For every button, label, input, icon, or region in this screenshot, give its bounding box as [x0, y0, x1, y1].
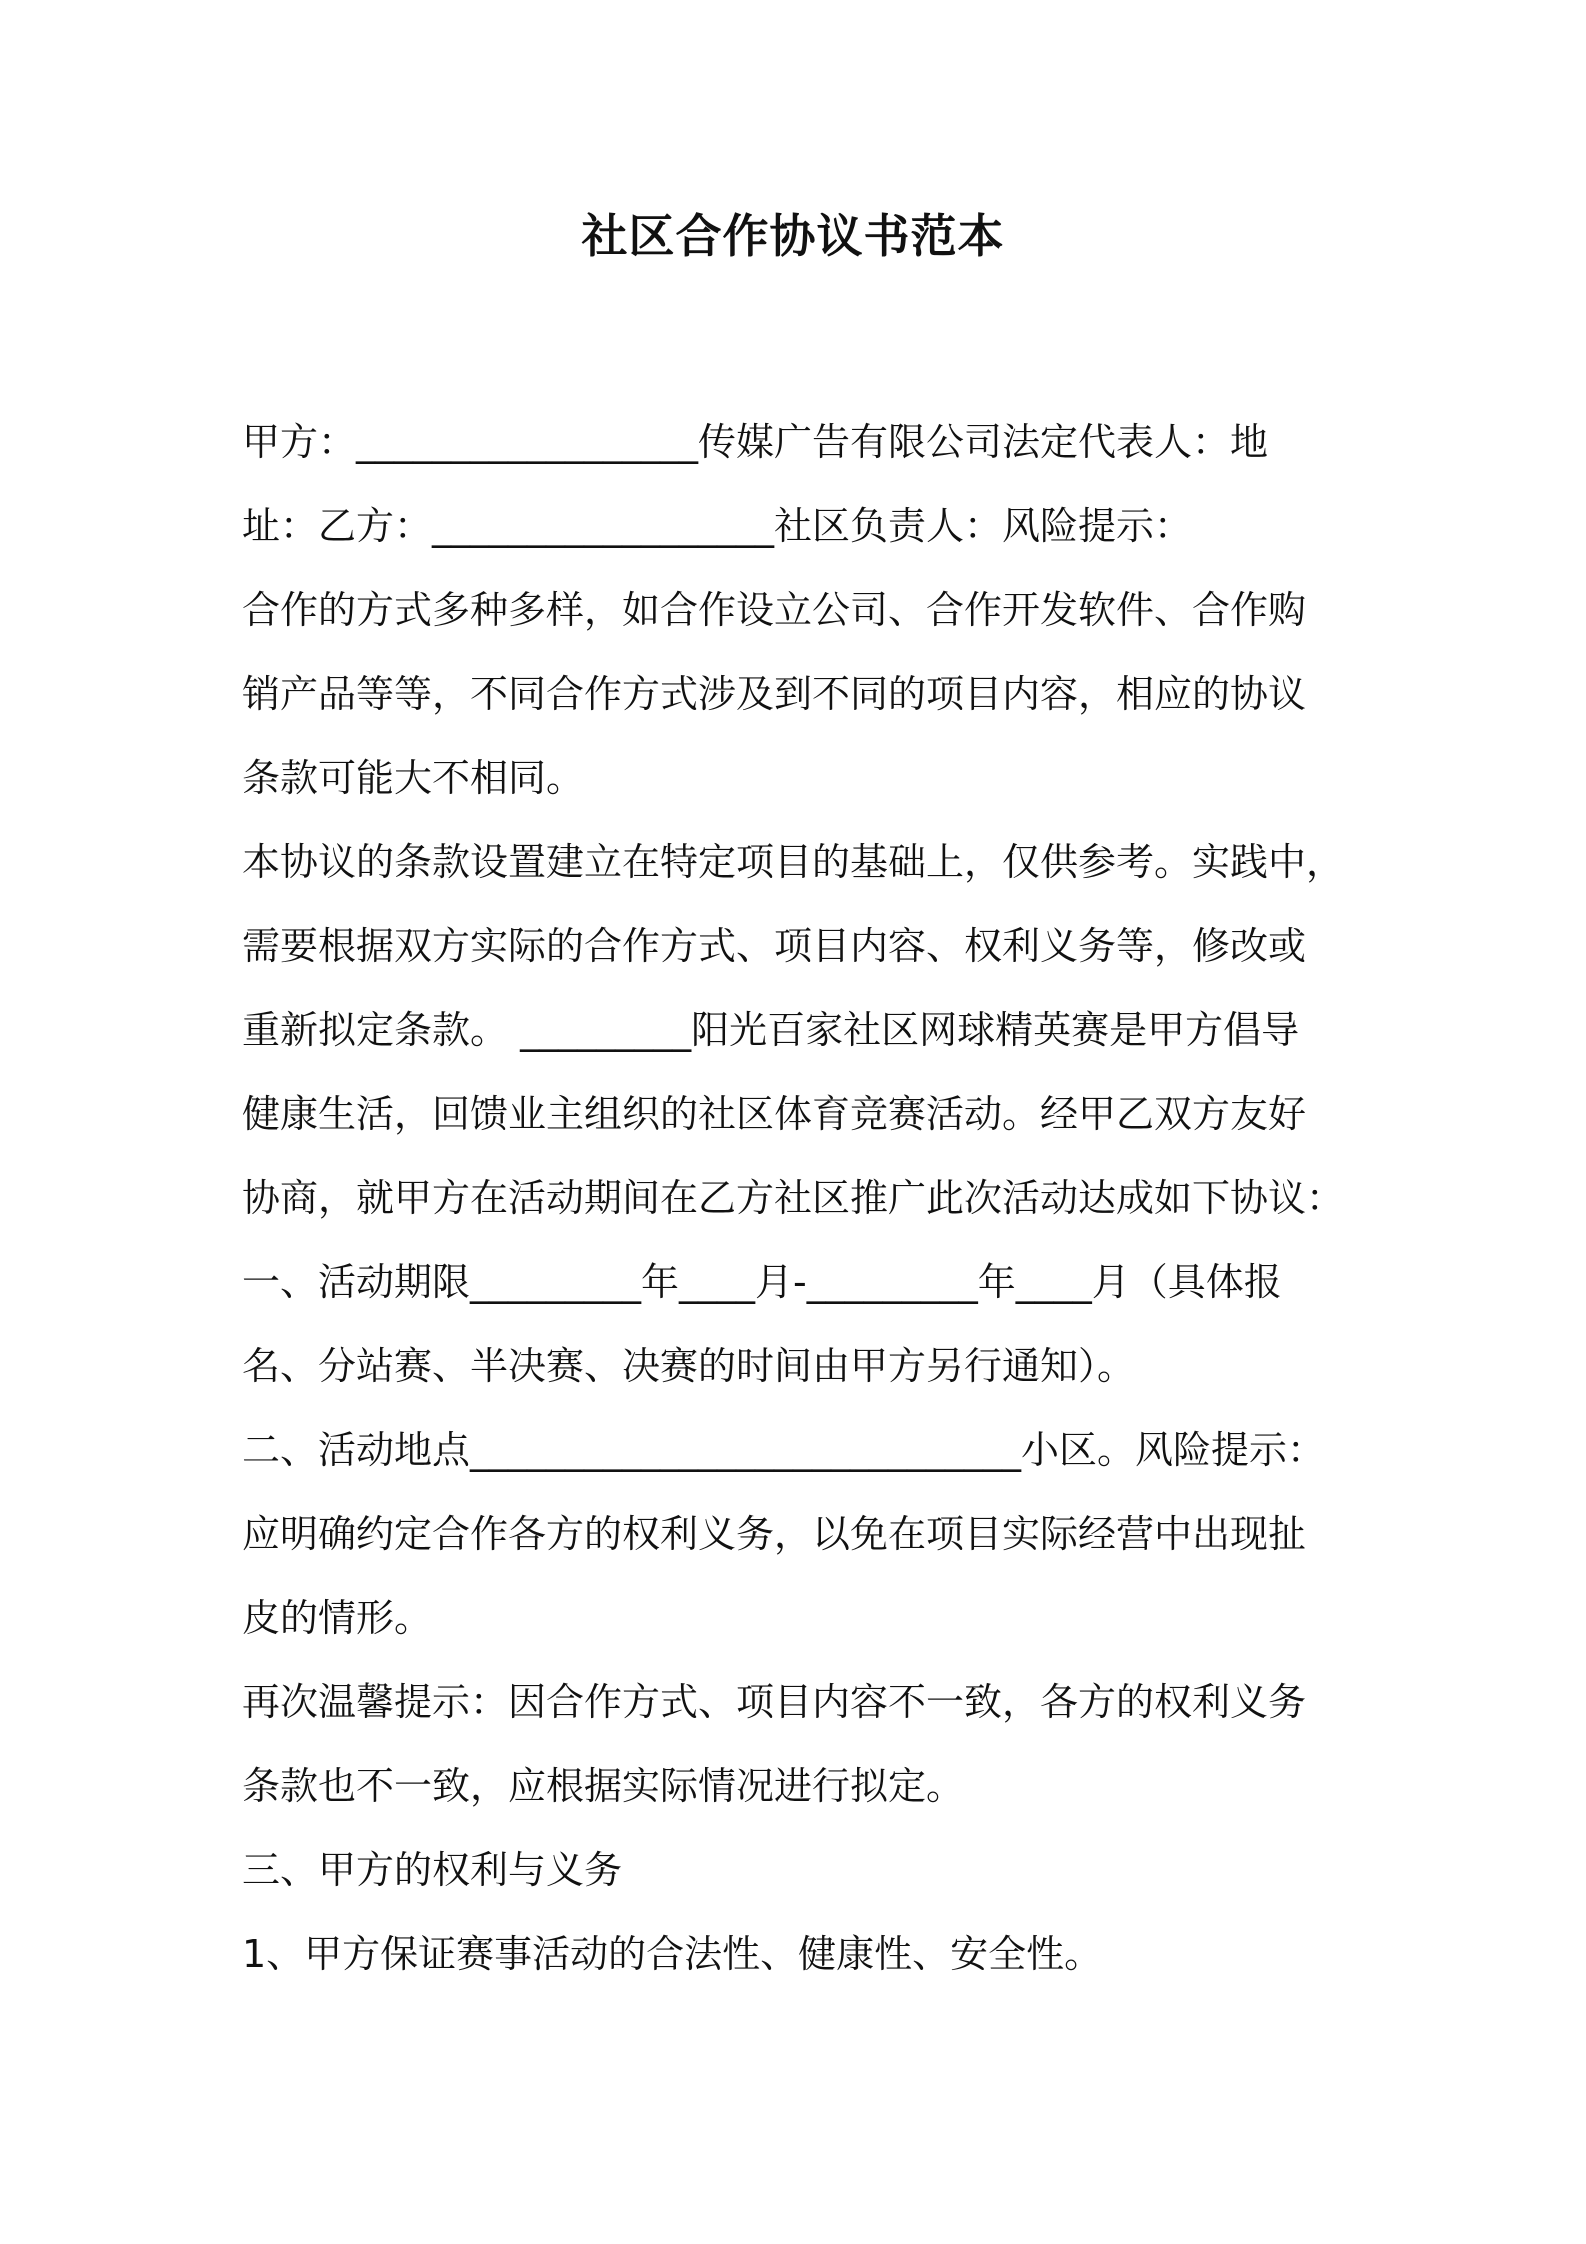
clause-location: 二、活动地点_____________________________小区。风险提示：: [242, 1428, 1326, 1472]
document-title: 社区合作协议书范本: [581, 209, 1005, 263]
body-line-note-1: 本协议的条款设置建立在特定项目的基础上，仅供参考。实践中，: [242, 840, 1345, 884]
clause-period-2: 名、分站赛、半决赛、决赛的时间由甲方另行通知）。: [242, 1344, 1136, 1388]
clause-period-1: 一、活动期限_________年____月-_________年____月（具体报: [242, 1260, 1282, 1304]
clause-party-a-item-1: 1、甲方保证赛事活动的合法性、健康性、安全性。: [242, 1932, 1103, 1976]
body-line-intro-1: 重新拟定条款。 _________阳光百家社区网球精英赛是甲方倡导: [242, 1008, 1300, 1052]
body-line-risk-5: 皮的情形。: [242, 1596, 433, 1640]
body-line-intro-3: 协商，就甲方在活动期间在乙方社区推广此次活动达成如下协议：: [242, 1176, 1345, 1220]
section-heading-party-a-rights: 三、甲方的权利与义务: [242, 1848, 623, 1892]
document-body: [242, 400, 1370, 1996]
body-line-intro-2: 健康生活，回馈业主组织的社区体育竞赛活动。经甲乙双方友好: [242, 1092, 1307, 1136]
body-line-risk-1: 合作的方式多种多样，如合作设立公司、合作开发软件、合作购: [242, 588, 1307, 632]
body-line-risk-3: 条款可能大不相同。: [242, 756, 585, 800]
body-line-risk-4: 应明确约定合作各方的权利义务，以免在项目实际经营中出现扯: [242, 1512, 1307, 1556]
body-line-reminder-2: 条款也不一致，应根据实际情况进行拟定。: [242, 1764, 965, 1808]
body-line-note-2: 需要根据双方实际的合作方式、项目内容、权利义务等，修改或: [242, 924, 1307, 968]
body-line-party-a: 甲方：__________________传媒广告有限公司法定代表人：地: [242, 420, 1269, 464]
body-line-reminder-1: 再次温馨提示：因合作方式、项目内容不一致，各方的权利义务: [242, 1680, 1307, 1724]
body-line-party-b: 址：乙方：__________________社区负责人：风险提示：: [242, 504, 1193, 548]
body-line-risk-2: 销产品等等，不同合作方式涉及到不同的项目内容，相应的协议: [242, 672, 1307, 716]
